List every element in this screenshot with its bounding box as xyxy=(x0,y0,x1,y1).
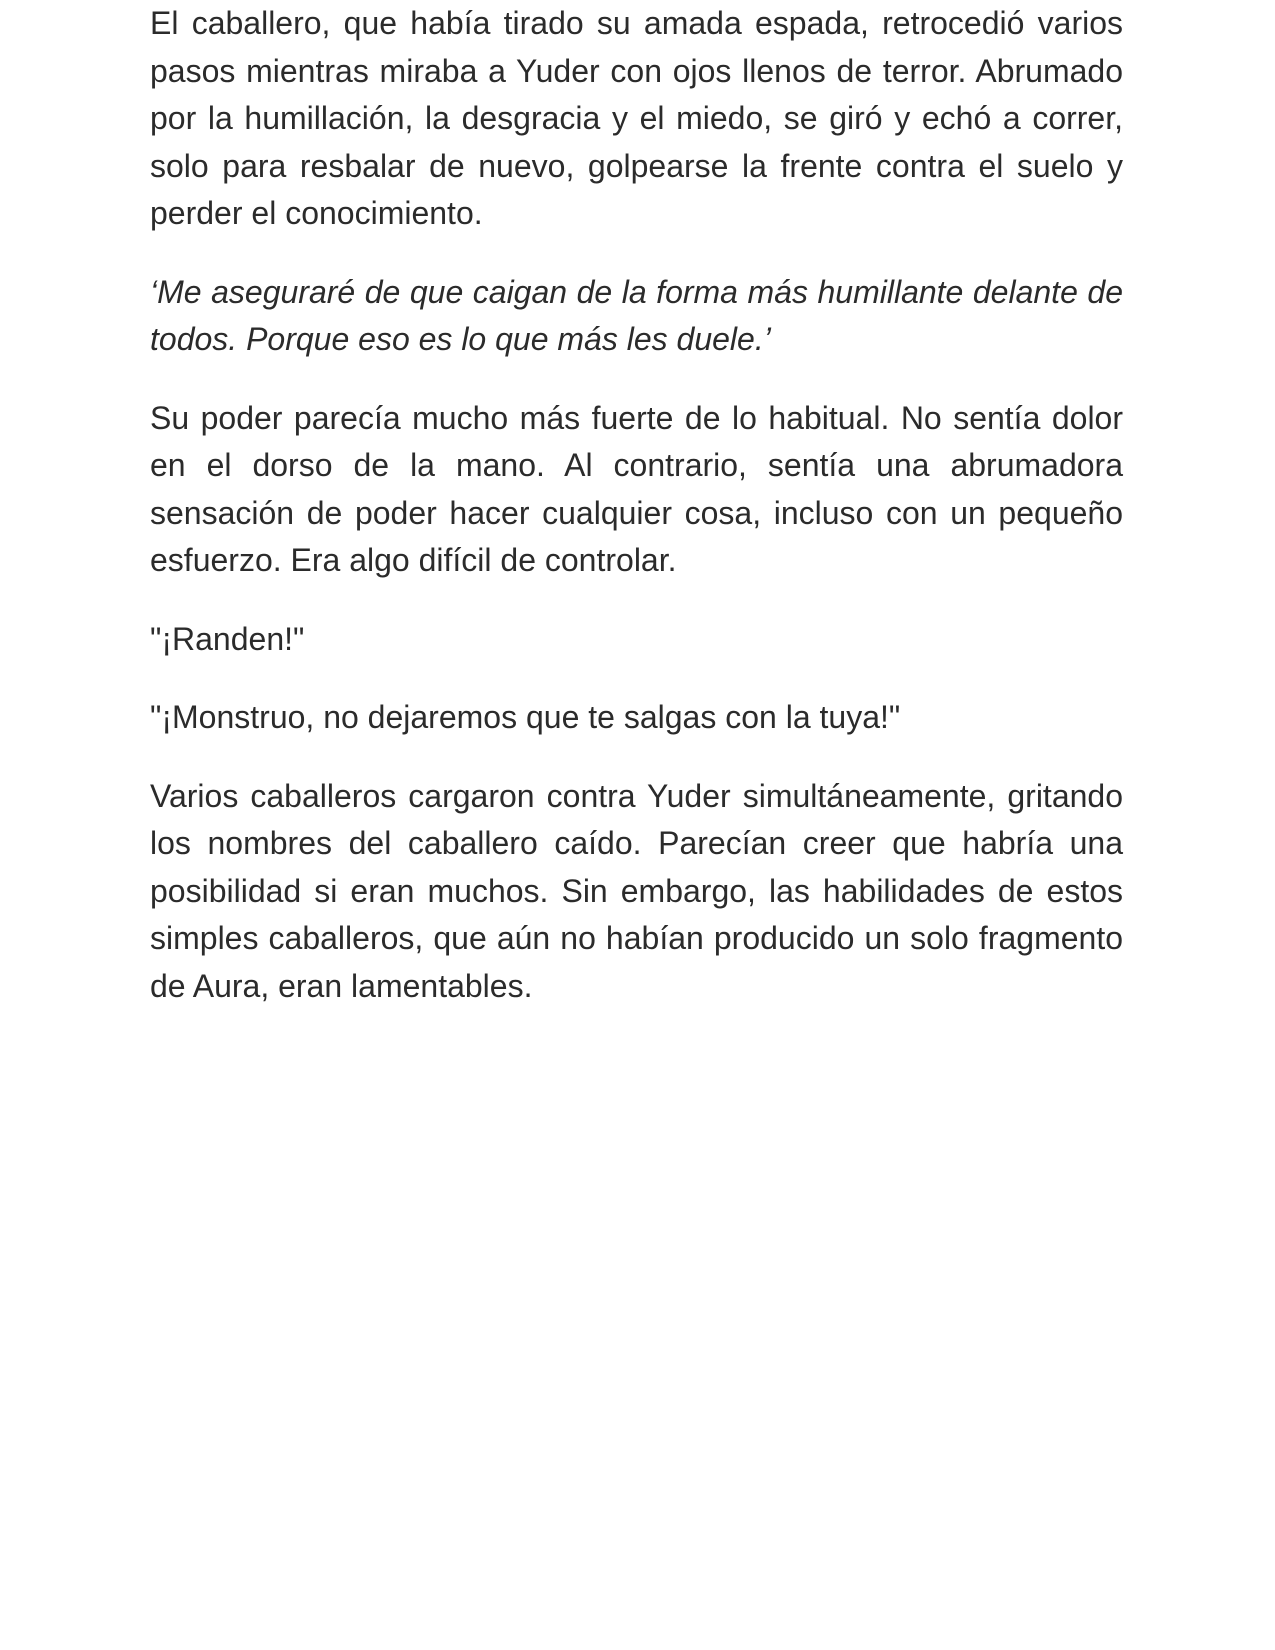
paragraph-inner-thought: ‘Me aseguraré de que caigan de la forma más humillante delante de todos. Porque eso es lo que más les duele.’ xyxy=(150,273,1123,357)
dialogue-monster: "¡Monstruo, no dejaremos que te salgas con la tuya!" xyxy=(150,699,901,735)
document-page xyxy=(150,0,1123,1041)
paragraph-power: Su poder parecía mucho más fuerte de lo habitual. No sentía dolor en el dorso de la mano. Al contrario, sentía una abrumadora sensación de poder hacer cualquier cosa, incluso con un pequeño esfuerzo. Era algo difícil de controlar. xyxy=(150,399,1123,578)
dialogue-randen: "¡Randen!" xyxy=(150,620,305,657)
paragraph-knights-charge: Varios caballeros cargaron contra Yuder simultáneamente, gritando los nombres del caballero caído. Parecían creer que habría una posibilidad si eran muchos. Sin embargo, las habilidades de estos simples caballeros, que aún no habían producido un solo fragmento de Aura, eran lamentables. xyxy=(150,777,1123,1004)
paragraph-knight-flees: El caballero, que había tirado su amada espada, retrocedió varios pasos mientras miraba a Yuder con ojos llenos de terror. Abrumado por la humillación, la desgracia y el miedo, se giró y echó a correr, solo para resbalar de nuevo, golpearse la frente contra el suelo y perder el conocimiento. xyxy=(150,5,1123,231)
